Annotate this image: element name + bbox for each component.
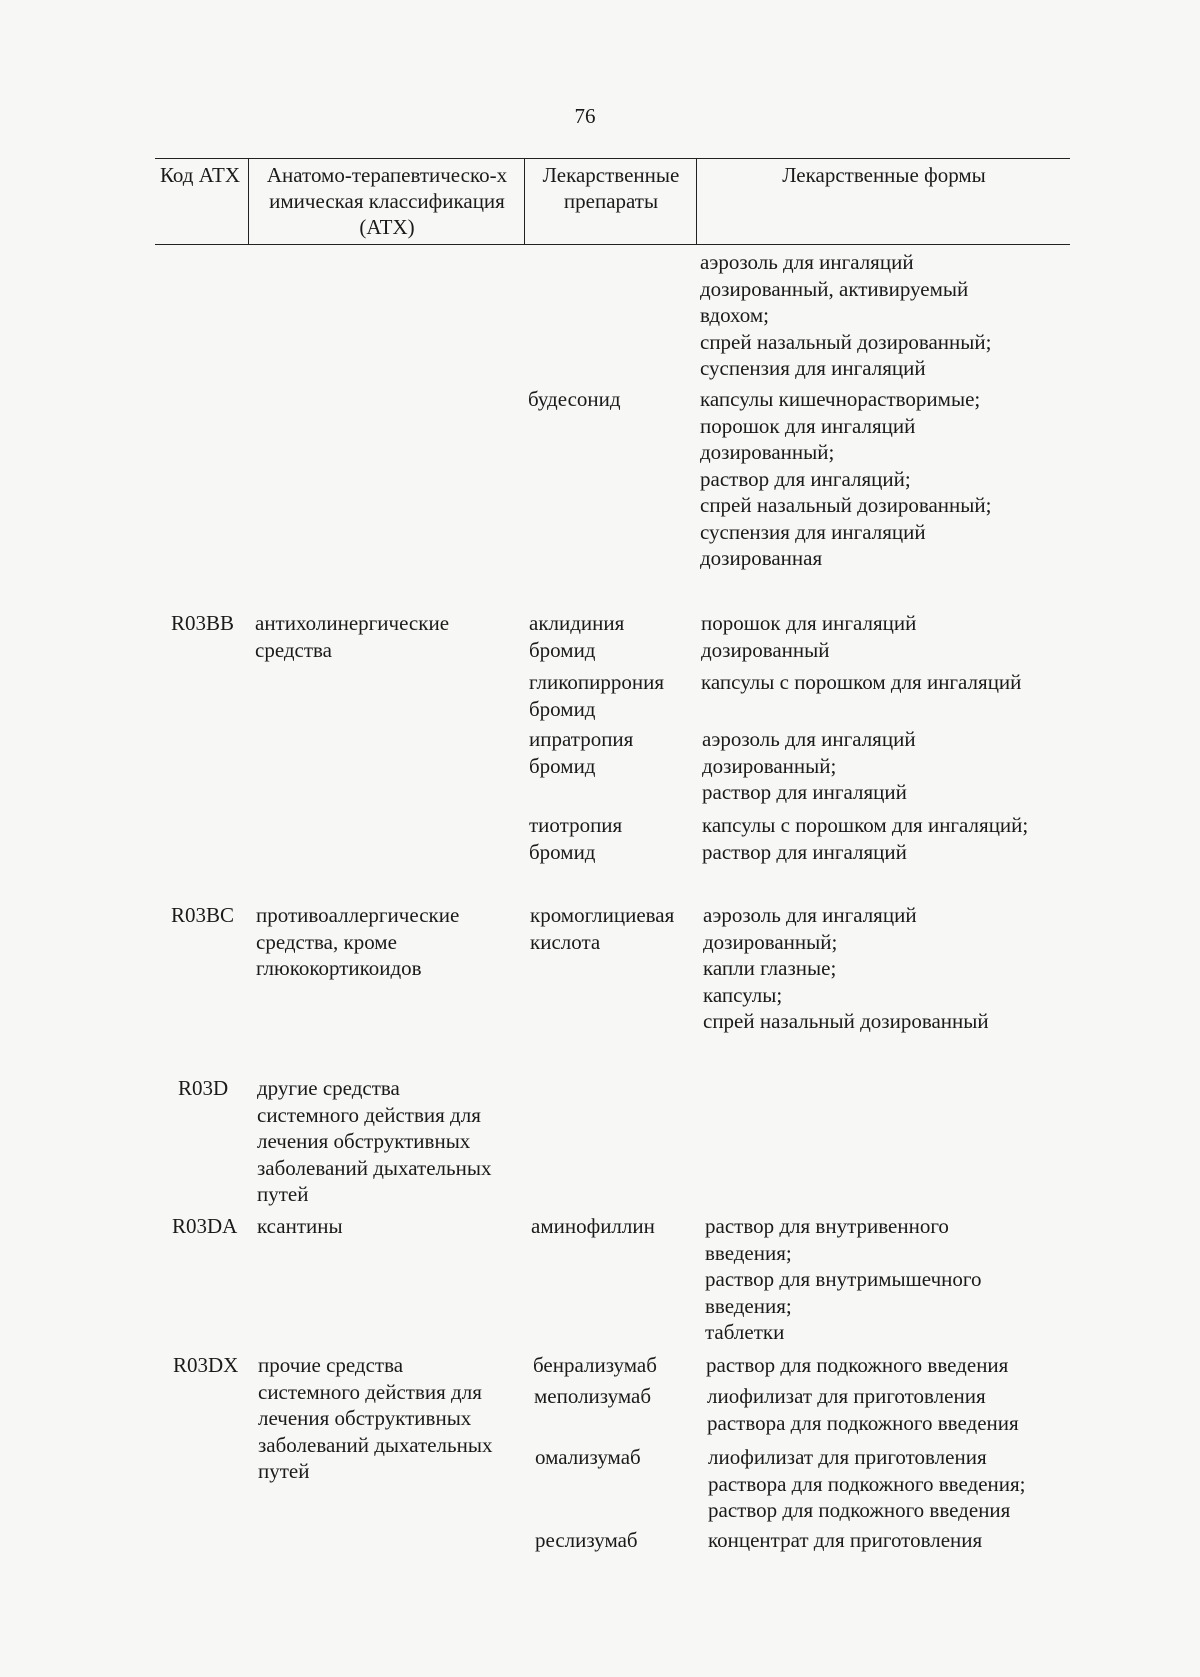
drug-cell: аминофиллин xyxy=(531,1214,655,1238)
forms-cell: порошок для ингаляций дозированный xyxy=(701,611,917,662)
classification-cell: прочие средства системного действия для лечения обструктивных заболеваний дыхательных путей xyxy=(258,1353,493,1483)
drug-cell: гликопиррония бромид xyxy=(529,670,665,721)
forms-cell: капсулы с порошком для ингаляций xyxy=(701,670,1022,694)
classification-cell: противоаллергические средства, кроме глюкокортикоидов xyxy=(256,903,460,980)
forms-cell: аэрозоль для ингаляций дозированный; капли глазные; капсулы; спрей назальный дозированный xyxy=(703,903,989,1033)
drug-cell: ипратропия бромид xyxy=(529,727,634,778)
forms-cell: аэрозоль для ингаляций дозированный, активируемый вдохом; спрей назальный дозированный; суспензия для ингаляций xyxy=(700,250,992,380)
code-cell: R03DX xyxy=(173,1353,239,1377)
drug-cell: реслизумаб xyxy=(535,1528,638,1552)
drug-cell: бенрализумаб xyxy=(533,1353,657,1377)
code-cell: R03DA xyxy=(172,1214,238,1238)
table-header-rule xyxy=(155,244,1070,245)
drug-cell: аклидиния бромид xyxy=(529,611,625,662)
code-cell: R03D xyxy=(178,1076,229,1100)
header-forms: Лекарственные формы xyxy=(782,163,986,187)
column-divider-2 xyxy=(524,158,525,244)
table-top-rule xyxy=(155,158,1070,159)
column-divider-1 xyxy=(248,158,249,244)
forms-cell: лиофилизат для приготовления раствора для подкожного введения; раствор для подкожного введения xyxy=(708,1445,1026,1522)
forms-cell: аэрозоль для ингаляций дозированный; раствор для ингаляций xyxy=(702,727,916,804)
classification-cell: антихолинергические средства xyxy=(255,611,450,662)
code-cell: R03BC xyxy=(171,903,235,927)
forms-cell: концентрат для приготовления xyxy=(708,1528,983,1552)
page-number: 76 xyxy=(574,104,596,128)
header-code: Код АТХ xyxy=(159,163,241,187)
code-cell: R03BB xyxy=(171,611,235,635)
drug-cell: кромоглициевая кислота xyxy=(530,903,675,954)
forms-cell: капсулы с порошком для ингаляций; раствор для ингаляций xyxy=(702,813,1029,864)
header-drugs: Лекарственные препараты xyxy=(542,163,680,213)
forms-cell: капсулы кишечнорастворимые; порошок для ингаляций дозированный; раствор для ингаляций; спрей назальный дозированный; суспензия для ингаляций дозированная xyxy=(700,387,992,570)
header-classification: Анатомо-терапевтическо-х имическая классификация (АТХ) xyxy=(266,163,508,239)
column-divider-3 xyxy=(696,158,697,244)
forms-cell: раствор для внутривенного введения; раствор для внутримышечного введения; таблетки xyxy=(705,1214,982,1344)
forms-cell: раствор для подкожного введения xyxy=(706,1353,1009,1377)
forms-cell: лиофилизат для приготовления раствора для подкожного введения xyxy=(707,1384,1019,1435)
classification-cell: другие средства системного действия для лечения обструктивных заболеваний дыхательных путей xyxy=(257,1076,492,1206)
drug-cell: будесонид xyxy=(528,387,621,411)
drug-cell: омализумаб xyxy=(535,1445,641,1469)
drug-cell: тиотропия бромид xyxy=(529,813,623,864)
classification-cell: ксантины xyxy=(257,1214,343,1238)
drug-cell: меполизумаб xyxy=(534,1384,652,1408)
